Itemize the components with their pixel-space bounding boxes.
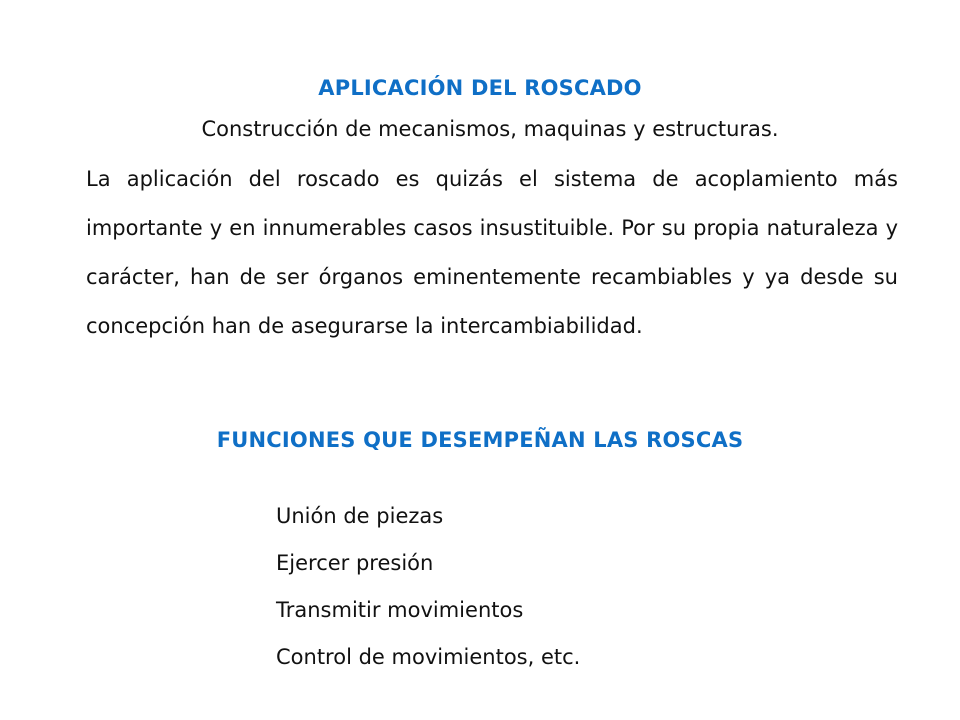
list-item: Control de movimientos, etc.: [276, 645, 581, 669]
list-item: Unión de piezas: [276, 504, 444, 528]
section-subtitle: Construcción de mecanismos, maquinas y estructuras.: [201, 117, 779, 141]
list-item: Ejercer presión: [276, 551, 434, 575]
section-title-funciones: FUNCIONES QUE DESEMPEÑAN LAS ROSCAS: [216, 428, 744, 452]
section-title-aplicacion: APLICACIÓN DEL ROSCADO: [318, 76, 642, 100]
functions-list: [276, 496, 580, 684]
list-item: Transmitir movimientos: [276, 598, 524, 622]
body-paragraph: La aplicación del roscado es quizás el sistema de acoplamiento más importante y en innumerables casos insustituible. Por su propia naturaleza y carácter, han de ser órganos eminentemente recambiables y ya desde su concepción han de asegurarse la intercambiabilidad.: [86, 167, 898, 338]
